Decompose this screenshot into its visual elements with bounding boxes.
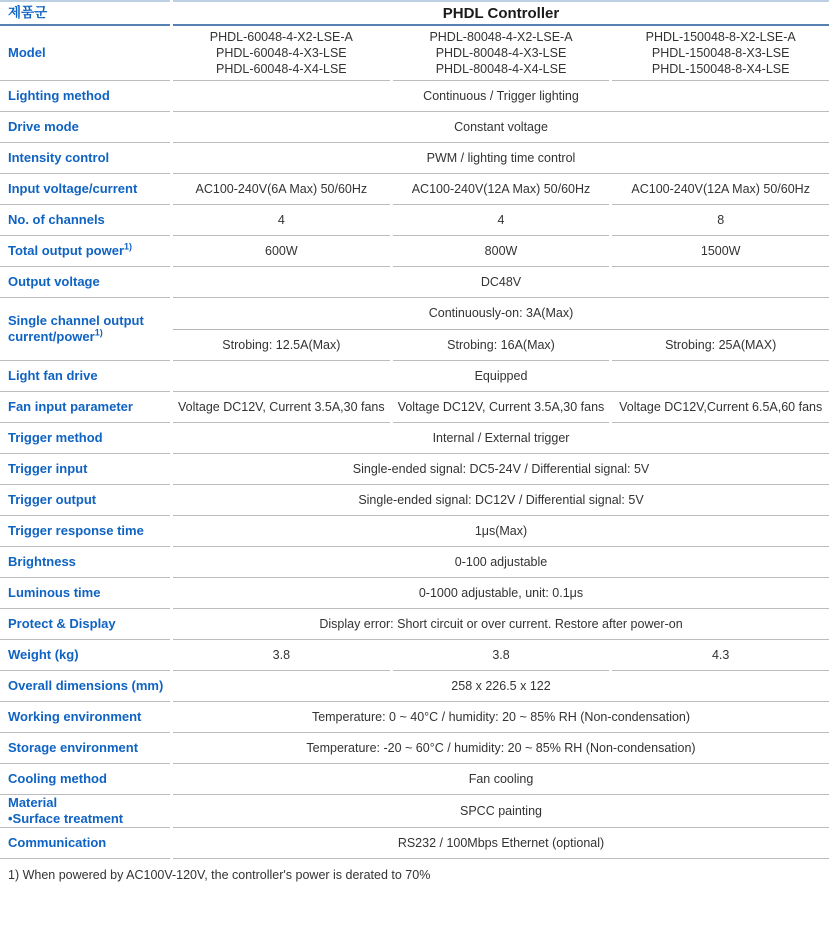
spec-value-span: Single-ended signal: DC12V / Differential signal: 5V	[173, 485, 829, 516]
spec-row-trigger-method	[0, 423, 829, 454]
model-name: PHDL-60048-4-X4-LSE	[216, 62, 347, 76]
footnote: 1) When powered by AC100V-120V, the controller's power is derated to 70%	[8, 868, 431, 882]
spec-value-span: Fan cooling	[173, 764, 829, 795]
spec-value-col-3	[612, 26, 829, 81]
page-title: PHDL Controller	[173, 0, 829, 26]
row-label-line: current/power$^{1)}$	[8, 327, 103, 344]
row-label	[0, 81, 170, 112]
row-label	[0, 764, 170, 795]
row-label	[0, 454, 170, 485]
spec-row-trigger-response-time	[0, 516, 829, 547]
row-label	[0, 733, 170, 764]
row-label-text: Fan input parameter	[8, 399, 133, 414]
subrow-continuous	[173, 298, 829, 330]
spec-value-span: PWM / lighting time control	[173, 143, 829, 174]
spec-value-span: Continuously-on: 3A(Max)	[428, 306, 574, 320]
spec-value-col-1: Strobing: 12.5A(Max)	[173, 330, 390, 361]
spec-row-input-voltage-current	[0, 174, 829, 205]
row-label-text: Intensity control	[8, 150, 110, 165]
row-label-text: Working environment	[8, 709, 142, 724]
spec-value-span: 258 x 226.5 x 122	[173, 671, 829, 702]
row-label-text: Storage environment	[8, 740, 139, 755]
spec-row-weight	[0, 640, 829, 671]
row-label	[0, 298, 170, 361]
spec-row-output-voltage	[0, 267, 829, 298]
spec-value-col-2: Voltage DC12V, Current 3.5A,30 fans	[393, 392, 610, 423]
row-label-text: Trigger response time	[8, 523, 144, 538]
spec-value-col-2: Strobing: 16A(Max)	[393, 330, 610, 361]
spec-value-span: SPCC painting	[173, 795, 829, 828]
spec-row-storage-environment	[0, 733, 829, 764]
row-label-line: •Surface treatment	[8, 811, 124, 826]
model-name: PHDL-80048-4-X4-LSE	[435, 62, 567, 76]
spec-value-col-3: 8	[612, 205, 829, 236]
spec-value-col-3: Voltage DC12V,Current 6.5A,60 fans	[612, 392, 829, 423]
row-label-superscript: 1)	[94, 327, 103, 338]
spec-value-span: RS232 / 100Mbps Ethernet (optional)	[173, 828, 829, 859]
spec-row-no-of-channels	[0, 205, 829, 236]
row-label-text: Protect & Display	[8, 616, 116, 631]
subrow-strobing	[173, 330, 829, 361]
row-label	[0, 392, 170, 423]
spec-row-single-channel-output	[0, 298, 829, 361]
row-label-text: Total output power$^{1)}$	[8, 241, 133, 258]
row-label	[0, 143, 170, 174]
row-label	[0, 485, 170, 516]
spec-value-span: 1μs(Max)	[173, 516, 829, 547]
row-label-text: No. of channels	[8, 212, 105, 227]
spec-value-col-1	[173, 26, 390, 81]
model-name: PHDL-80048-4-X2-LSE-A	[429, 30, 573, 44]
spec-row-overall-dimensions	[0, 671, 829, 702]
spec-value-col-2: AC100-240V(12A Max) 50/60Hz	[393, 174, 610, 205]
spec-value-span: Equipped	[173, 361, 829, 392]
spec-row-model	[0, 26, 829, 81]
spec-row-fan-input-parameter	[0, 392, 829, 423]
row-label-text: Lighting method	[8, 88, 110, 103]
spec-value-col-1: Voltage DC12V, Current 3.5A,30 fans	[173, 392, 390, 423]
spec-row-brightness	[0, 547, 829, 578]
spec-value-span: Temperature: 0 ~ 40°C / humidity: 20 ~ 85% RH (Non-condensation)	[173, 702, 829, 733]
model-name: PHDL-80048-4-X3-LSE	[435, 46, 567, 60]
spec-value-col-1: 3.8	[173, 640, 390, 671]
row-label	[0, 361, 170, 392]
row-label	[0, 828, 170, 859]
spec-row-material-surface-treatment	[0, 795, 829, 828]
spec-row-trigger-input	[0, 454, 829, 485]
spec-value-span: 0-1000 adjustable, unit: 0.1μs	[173, 578, 829, 609]
spec-value-span: Continuous / Trigger lighting	[173, 81, 829, 112]
row-label	[0, 174, 170, 205]
spec-row-lighting-method	[0, 81, 829, 112]
spec-value-col-3: 4.3	[612, 640, 829, 671]
product-group-text: 제품군	[8, 5, 48, 20]
row-label	[0, 640, 170, 671]
row-label-superscript: 1)	[124, 241, 133, 252]
subrow-wrap	[173, 298, 829, 361]
spec-value-span: Internal / External trigger	[173, 423, 829, 454]
model-name: PHDL-150048-8-X3-LSE	[651, 46, 790, 60]
product-group-label	[0, 0, 170, 26]
spec-value-span: Constant voltage	[173, 112, 829, 143]
row-label-text: Output voltage	[8, 274, 100, 289]
row-label	[0, 578, 170, 609]
row-label-text: Trigger input	[8, 461, 88, 476]
row-label-text: Trigger method	[8, 430, 103, 445]
spec-row-drive-mode	[0, 112, 829, 143]
row-label	[0, 236, 170, 267]
spec-value-col-3: AC100-240V(12A Max) 50/60Hz	[612, 174, 829, 205]
row-label	[0, 702, 170, 733]
spec-row-trigger-output	[0, 485, 829, 516]
spec-value-span: Display error: Short circuit or over current. Restore after power-on	[173, 609, 829, 640]
model-name: PHDL-60048-4-X3-LSE	[216, 46, 347, 60]
row-label-text: Input voltage/current	[8, 181, 138, 196]
row-label-text: Model	[8, 45, 46, 60]
spec-value-col-1: 600W	[173, 236, 390, 267]
spec-value-col-3: 1500W	[612, 236, 829, 267]
spec-value-span: Single-ended signal: DC5-24V / Differential signal: 5V	[173, 454, 829, 485]
spec-value-span: 0-100 adjustable	[173, 547, 829, 578]
row-label	[0, 205, 170, 236]
spec-value-col-1: 4	[173, 205, 390, 236]
spec-value-col-2	[393, 26, 610, 81]
spec-row-communication	[0, 828, 829, 859]
model-name: PHDL-150048-8-X2-LSE-A	[645, 30, 796, 44]
row-label	[0, 267, 170, 298]
spec-rows	[0, 26, 829, 859]
row-label	[0, 671, 170, 702]
row-label	[0, 609, 170, 640]
spec-row-protect-display	[0, 609, 829, 640]
row-label	[0, 423, 170, 454]
row-label-text: Cooling method	[8, 771, 107, 786]
row-label-text: Brightness	[8, 554, 76, 569]
row-label-text: Light fan drive	[8, 368, 98, 383]
spec-row-light-fan-drive	[0, 361, 829, 392]
spec-row-total-output-power	[0, 236, 829, 267]
row-label	[0, 516, 170, 547]
spec-value-col-2: 3.8	[393, 640, 610, 671]
spec-value-span: Temperature: -20 ~ 60°C / humidity: 20 ~ 85% RH (Non-condensation)	[173, 733, 829, 764]
row-label	[0, 26, 170, 81]
row-label	[0, 112, 170, 143]
spec-row-luminous-time	[0, 578, 829, 609]
spec-value-col-1: AC100-240V(6A Max) 50/60Hz	[173, 174, 390, 205]
row-label	[0, 795, 170, 828]
spec-row-intensity-control	[0, 143, 829, 174]
spec-value-col-2: 800W	[393, 236, 610, 267]
spec-row-working-environment	[0, 702, 829, 733]
row-label-text: Luminous time	[8, 585, 101, 600]
spec-value-col-2: 4	[393, 205, 610, 236]
model-name: PHDL-60048-4-X2-LSE-A	[209, 30, 353, 44]
row-label-text: Weight (kg)	[8, 647, 79, 662]
row-label-text: Trigger output	[8, 492, 97, 507]
row-label	[0, 547, 170, 578]
spec-header-row	[0, 0, 829, 26]
row-label-text: Drive mode	[8, 119, 79, 134]
row-label-text: Overall dimensions (mm)	[8, 678, 164, 693]
row-label-line: Material	[8, 795, 58, 810]
spec-value-col-3: Strobing: 25A(MAX)	[612, 330, 829, 361]
model-name: PHDL-150048-8-X4-LSE	[651, 62, 790, 76]
row-label-line: Single channel output	[8, 313, 144, 328]
spec-value-span: DC48V	[173, 267, 829, 298]
row-label-text: Communication	[8, 835, 107, 850]
spec-row-cooling-method	[0, 764, 829, 795]
